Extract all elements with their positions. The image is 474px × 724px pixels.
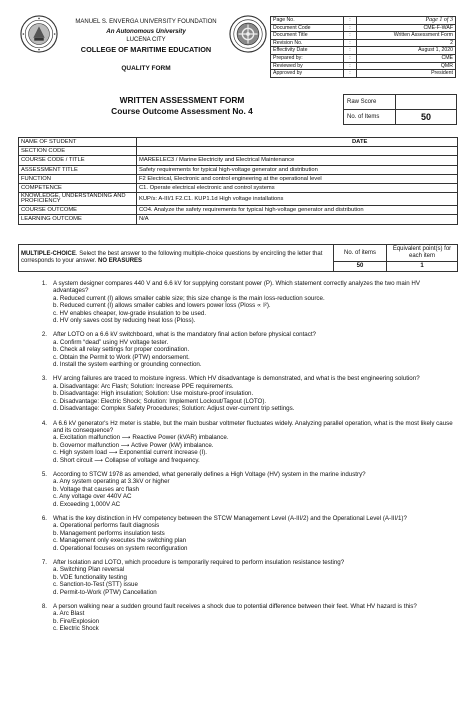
doc-label: Prepared by: <box>271 54 344 62</box>
answer-option[interactable]: d. Permit-to-Work (PTW) Cancellation <box>53 588 157 596</box>
answer-option[interactable]: b. Governor malfunction ⟶ Active Power (kW) imbalance. <box>53 441 214 449</box>
function-label: FUNCTION <box>19 174 137 183</box>
answer-option[interactable]: d. Exceeding 1,000V AC <box>53 500 121 508</box>
answer-option[interactable]: b. Management performs insulation tests <box>53 529 165 537</box>
mc-instruction-text: . Select the best answer to the following multiple-choice questions by encircling the letter that corresponds to your answer. <box>21 251 323 264</box>
form-title-block <box>40 95 324 117</box>
doc-separator: : <box>344 32 357 40</box>
doc-separator: : <box>344 24 357 32</box>
question-item <box>20 375 456 412</box>
question-item <box>20 559 456 596</box>
answer-option[interactable]: c. Any voltage over 440V AC <box>53 493 132 501</box>
question-stem: A person walking near a sudden ground fault receives a shock due to potential difference between their feet. What HV hazard is this? <box>53 603 417 611</box>
doc-row <box>271 39 456 47</box>
student-name-label: NAME OF STUDENT <box>19 138 137 147</box>
doc-label: Reviewed by <box>271 62 344 70</box>
raw-score-label: Raw Score <box>344 95 396 110</box>
kup-value: KUP/s: A-III/1 F2.C1. KUP1.1d High voltage installations <box>137 193 458 206</box>
doc-separator: : <box>344 70 357 78</box>
institution-header <box>62 18 230 54</box>
question-stem: HV arcing failures are traced to moisture ingress. Which HV disadvantage is demonstrated, and what is the best engineering solution? <box>53 375 420 383</box>
answer-option[interactable]: c. High system load ⟶ Exponential current increase (I). <box>53 449 207 457</box>
doc-separator: : <box>344 62 357 70</box>
answer-option[interactable]: d. HV only saves cost by reducing heat loss (Ploss). <box>53 317 196 325</box>
doc-value: President <box>357 70 456 78</box>
answer-option[interactable]: a. Confirm “dead” using HV voltage tester. <box>53 338 169 346</box>
answer-option[interactable]: b. VDE functionality testing <box>53 573 127 581</box>
question-number: 8. <box>41 603 47 611</box>
course-value: MAREELEC3 / Marine Electricity and Electrical Maintenance <box>137 156 458 165</box>
question-stem: A system designer compares 440 V and 6.6 kV for supplying constant power (P). Which statement correctly analyzes the two main HV advantages? <box>53 280 420 295</box>
answer-option[interactable]: b. Check all relay settings for proper coordination. <box>53 346 190 354</box>
form-title: WRITTEN ASSESSMENT FORM <box>119 95 245 105</box>
college-seal-logo <box>229 15 267 53</box>
question-item <box>20 280 456 324</box>
date-label: DATE <box>352 139 368 145</box>
answer-option[interactable]: c. HV enables cheaper, low-grade insulation to be used. <box>53 309 207 317</box>
question-item <box>20 471 456 508</box>
section-code-label: SECTION CODE <box>19 147 137 156</box>
doc-separator: : <box>344 47 357 55</box>
answer-option[interactable]: d. Install the system earthing or grounding connection. <box>53 361 202 369</box>
doc-value: 2 <box>357 39 456 47</box>
course-outcome-value: CO4. Analyze the safety requirements for typical high-voltage generator and distribution <box>137 206 458 215</box>
answer-option[interactable]: a. Any system operating at 3.3kV or higher <box>53 478 170 486</box>
doc-row <box>271 70 456 78</box>
answer-option[interactable]: a. Disadvantage: Arc Flash; Solution: Increase PPE requirements. <box>53 382 234 390</box>
raw-score-field[interactable] <box>396 95 457 110</box>
question-number: 7. <box>41 559 47 566</box>
doc-row <box>271 47 456 55</box>
mc-items-value: 50 <box>334 262 387 272</box>
course-label: COURSE CODE / TITLE <box>19 156 137 165</box>
document-control-table <box>270 16 456 78</box>
doc-row <box>271 32 456 40</box>
doc-row <box>271 54 456 62</box>
answer-option[interactable]: a. Reduced current (I) allows smaller cable size; this size change is the main loss-reduction source. <box>53 294 325 302</box>
doc-label: Effectivity Date <box>271 47 344 55</box>
mc-points-header: Equivalent point(s) for each item <box>387 245 458 262</box>
doc-value: August 1, 2020 <box>357 47 456 55</box>
answer-option[interactable]: a. Switching Plan reversal <box>53 566 125 574</box>
answer-option[interactable]: b. Fire/Explosion <box>53 617 100 625</box>
answer-option[interactable]: c. Management only executes the switching plan <box>53 537 187 545</box>
learning-outcome-value: N/A <box>137 215 458 224</box>
question-item <box>20 603 456 633</box>
answer-option[interactable]: b. Disadvantage: High insulation; Solution: Use moisture-proof insulation. <box>53 390 254 398</box>
question-list <box>20 280 456 640</box>
doc-value: Written Assessment Form <box>357 32 456 40</box>
items-count-value: 50 <box>396 110 457 125</box>
question-number: 6. <box>41 514 47 522</box>
course-outcome-label: COURSE OUTCOME <box>19 206 137 215</box>
competence-label: COMPETENCE <box>19 184 137 193</box>
answer-option[interactable]: c. Electric Shock <box>53 625 99 633</box>
student-name-field[interactable] <box>137 138 458 147</box>
question-stem: According to STCW 1978 as amended, what generally defines a High Voltage (HV) system in the marine industry? <box>53 470 366 478</box>
kup-label: KNOWLEDGE, UNDERSTANDING AND PROFICIENCY <box>19 193 137 206</box>
section-code-field[interactable] <box>137 147 458 156</box>
doc-row <box>271 62 456 70</box>
question-number: 4. <box>41 419 47 427</box>
institution-name: MANUEL S. ENVERGA UNIVERSITY FOUNDATION <box>75 19 217 25</box>
university-seal-logo <box>20 15 58 53</box>
question-stem: A 6.6 kV generator's Hz meter is stable, but the main busbar voltmeter fluctuates widely. Analyzing parallel operation, what is the most likely cause and its consequence? <box>53 419 453 434</box>
answer-option[interactable]: d. Short circuit ⟶ Collapse of voltage and frequency. <box>53 456 200 464</box>
autonomous-label: An Autonomous University <box>106 28 186 35</box>
doc-label: Approved by <box>271 70 344 78</box>
multiple-choice-header-table <box>18 244 458 272</box>
function-value: F2 Electrical, Electronic and control engineering at the operational level <box>137 174 458 183</box>
answer-option[interactable]: d. Disadvantage: Complex Safety Procedures; Solution: Adjust over-current trip settings. <box>53 405 295 413</box>
doc-label: Document Title <box>271 32 344 40</box>
question-number: 1. <box>41 280 47 287</box>
mc-points-value: 1 <box>387 262 458 272</box>
question-number: 3. <box>41 375 47 383</box>
student-info-table <box>18 137 458 225</box>
doc-separator: : <box>344 39 357 47</box>
question-number: 5. <box>41 470 47 478</box>
question-stem: After Isolation and LOTO, which procedure is temporarily required to perform insulation resistance testing? <box>53 559 345 566</box>
doc-label: Revision No. <box>271 39 344 47</box>
mc-lead: MULTIPLE-CHOICE <box>21 251 76 257</box>
mc-items-header: No. of items <box>334 245 387 262</box>
assessment-title-value: Safety requirements for typical high-voltage generator and distribution <box>137 165 458 174</box>
score-box <box>343 94 457 125</box>
doc-value: QMR <box>357 62 456 70</box>
answer-option[interactable]: a. Operational performs fault diagnosis <box>53 522 160 530</box>
answer-option[interactable]: c. Sanction-to-Test (STT) issue <box>53 581 138 589</box>
answer-option[interactable]: c. Disadvantage: Electric Shock; Solution: Implement Lockout/Tagout (LOTO). <box>53 397 267 405</box>
form-type-label: QUALITY FORM <box>121 65 171 72</box>
answer-option[interactable]: a. Excitation malfunction ⟶ Reactive Power (kVAR) imbalance. <box>53 434 229 442</box>
answer-option[interactable]: b. Voltage that causes arc flash <box>53 485 139 493</box>
question-number: 2. <box>41 331 47 339</box>
doc-row <box>271 17 456 25</box>
college-name: COLLEGE OF MARITIME EDUCATION <box>80 45 212 54</box>
items-count-label: No. of Items <box>344 110 396 125</box>
answer-option[interactable]: b. Reduced current (I) allows smaller cables and lowers power loss (Ploss ∝ I²). <box>53 302 271 310</box>
doc-separator: : <box>344 54 357 62</box>
learning-outcome-label: LEARNING OUTCOME <box>19 215 137 224</box>
doc-value: CME-F-WAF <box>357 24 456 32</box>
mc-instructions <box>19 245 334 272</box>
answer-option[interactable]: d. Operational focuses on system reconfiguration <box>53 544 188 552</box>
question-item <box>20 420 456 464</box>
page-number: Page 1 of 3 <box>357 17 456 25</box>
question-item <box>20 331 456 368</box>
question-item <box>20 515 456 552</box>
assessment-title-label: ASSESSMENT TITLE <box>19 165 137 174</box>
no-erasures-label: NO ERASURES <box>98 258 143 264</box>
doc-label: Page No. <box>271 17 344 25</box>
doc-value: CME <box>357 54 456 62</box>
question-stem: After LOTO on a 6.6 kV switchboard, what is the mandatory final action before physical contact? <box>53 331 316 339</box>
answer-option[interactable]: a. Arc Blast <box>53 610 85 618</box>
doc-row <box>271 24 456 32</box>
competence-value: C1. Operate electrical electronic and control systems <box>137 184 458 193</box>
city-label: LUCENA CITY <box>126 37 166 43</box>
doc-separator: : <box>344 17 357 25</box>
form-subtitle: Course Outcome Assessment No. 4 <box>111 106 253 116</box>
question-stem: What is the key distinction in HV competency between the STCW Management Level (A-III/2) and the Operational Level (A-III/1)? <box>53 514 407 522</box>
doc-label: Document Code <box>271 24 344 32</box>
answer-option[interactable]: c. Obtain the Permit to Work (PTW) endorsement. <box>53 353 190 361</box>
